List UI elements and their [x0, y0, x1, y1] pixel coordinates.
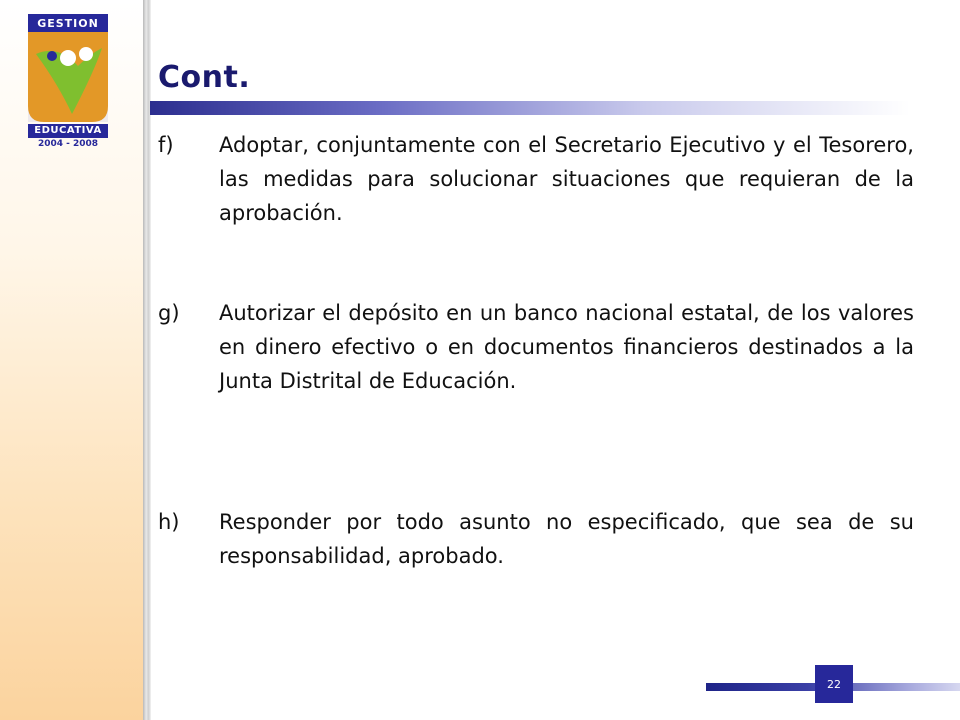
item-letter: h)	[158, 510, 180, 534]
gestion-educativa-logo	[28, 14, 108, 150]
slide-title: Cont.	[158, 60, 251, 95]
logo-bottom-text: EDUCATIVA	[34, 125, 102, 136]
item-text: Responder por todo asunto no especificado, que sea de su responsabilidad, aprobado.	[219, 510, 914, 568]
item-letter: g)	[158, 301, 180, 325]
item-letter: f)	[158, 133, 174, 157]
page-number-badge: 22	[815, 665, 853, 703]
list-item-h	[158, 505, 914, 573]
item-text: Autorizar el depósito en un banco nacional estatal, de los valores en dinero efectivo o en documentos financieros destinados a la Junta Distrital de Educación.	[219, 301, 914, 393]
list-item-f	[158, 128, 914, 230]
list-item-g	[158, 296, 914, 398]
logo-top-text: GESTION	[37, 17, 99, 30]
title-underline	[150, 101, 910, 115]
item-text: Adoptar, conjuntamente con el Secretario Ejecutivo y el Tesorero, las medidas para solucionar situaciones que requieran de la aprobación.	[219, 133, 914, 225]
logo-years: 2004 - 2008	[37, 139, 99, 149]
